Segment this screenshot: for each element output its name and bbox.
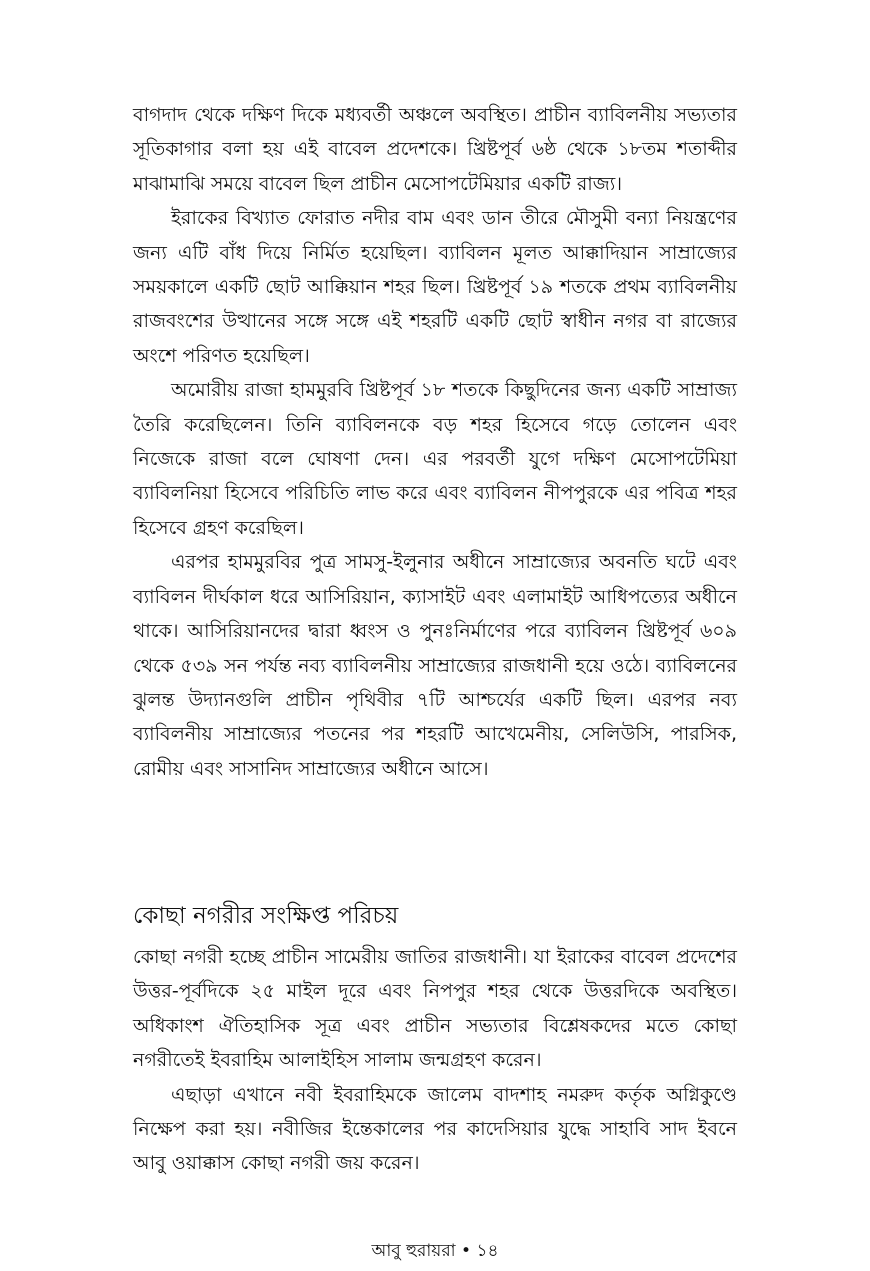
paragraph: এছাড়া এখানে নবী ইবরাহিমকে জালেম বাদশাহ নমরুদ কর্তৃক অগ্নিকুণ্ডে নিক্ষেপ করা হয়। নবীজির ইন্তেকালের পর কাদেসিয়ার যুদ্ধে সাহাবি সাদ ইবনে আবু ওয়াক্কাস কোছা নগরী জয় করেন। [133, 1083, 737, 1175]
section-body-text [133, 940, 737, 1181]
footer-separator: • [461, 1241, 472, 1261]
page-footer [0, 1240, 870, 1262]
paragraph: অমোরীয় রাজা হামমুরবি খ্রিষ্টপূর্ব ১৮ শতকে কিছুদিনের জন্য একটি সাম্রাজ্য তৈরি করেছিলেন। তিনি ব্যাবিলনকে বড় শহর হিসেবে গড়ে তোলেন এবং নিজেকে রাজা বলে ঘোষণা দেন। এর পরবর্তী যুগে দক্ষিণ মেসোপটেমিয়া ব্যাবিলনিয়া হিসেবে পরিচিতি লাভ করে এবং ব্যাবিলন নীপপুরকে এর পবিত্র শহর হিসেবে গ্রহণ করেছিল। [133, 379, 737, 539]
body-text [133, 98, 737, 786]
paragraph: ইরাকের বিখ্যাত ফোরাত নদীর বাম এবং ডান তীরে মৌসুমী বন্যা নিয়ন্ত্রণের জন্য এটি বাঁধ দিয়ে নির্মিত হয়েছিল। ব্যাবিলন মূলত আক্কাদিয়ান সাম্রাজ্যের সময়কালে একটি ছোট আক্কিয়ান শহর ছিল। খ্রিষ্টপূর্ব ১৯ শতকে প্রথম ব্যাবিলনীয় রাজবংশের উত্থানের সঙ্গে সঙ্গে এই শহরটি একটি ছোট স্বাধীন নগর বা রাজ্যের অংশে পরিণত হয়েছিল। [133, 207, 737, 367]
paragraph: এরপর হামমুরবির পুত্র সামসু-ইলুনার অধীনে সাম্রাজ্যের অবনতি ঘটে এবং ব্যাবিলন দীর্ঘকাল ধরে আসিরিয়ান, ক্যাসাইট এবং এলামাইট আধিপত্যের অধীনে থাকে। আসিরিয়ানদের দ্বারা ধ্বংস ও পুনঃনির্মাণের পরে ব্যাবিলন খ্রিষ্টপূর্ব ৬০৯ থেকে ৫৩৯ সন পর্যন্ত নব্য ব্যাবিলনীয় সাম্রাজ্যের রাজধানী হয়ে ওঠে। ব্যাবিলনের ঝুলন্ত উদ্যানগুলি প্রাচীন পৃথিবীর ৭টি আশ্চর্যের একটি ছিল। এরপর নব্য ব্যাবিলনীয় সাম্রাজ্যের পতনের পর শহরটি আখেমেনীয়, সেলিউসি, পারসিক, রোমীয় এবং সাসানিদ সাম্রাজ্যের অধীনে আসে। [133, 551, 737, 780]
book-title: আবু হুরায়রা [371, 1241, 456, 1261]
page-number: ১৪ [476, 1241, 499, 1261]
paragraph: কোছা নগরী হচ্ছে প্রাচীন সামেরীয় জাতির রাজধানী। যা ইরাকের বাবেল প্রদেশের উত্তর-পূর্বদিকে ২৫ মাইল দূরে এবং নিপপুর শহর থেকে উত্তরদিকে অবস্থিত। অধিকাংশ ঐতিহাসিক সূত্র এবং প্রাচীন সভ্যতার বিশ্লেষকদের মতে কোছা নগরীতেই ইবরাহিম আলাইহিস সালাম জন্মগ্রহণ করেন। [133, 946, 737, 1072]
paragraph: বাগদাদ থেকে দক্ষিণ দিকে মধ্যবর্তী অঞ্চলে অবস্থিত। প্রাচীন ব্যাবিলনীয় সভ্যতার সূতিকাগার বলা হয় এই বাবেল প্রদেশকে। খ্রিষ্টপূর্ব ৬ষ্ঠ থেকে ১৮তম শতাব্দীর মাঝামাঝি সময়ে বাবেল ছিল প্রাচীন মেসোপটেমিয়ার একটি রাজ্য। [133, 104, 737, 195]
section-heading: কোছা নগরীর সংক্ষিপ্ত পরিচয় [133, 903, 399, 929]
